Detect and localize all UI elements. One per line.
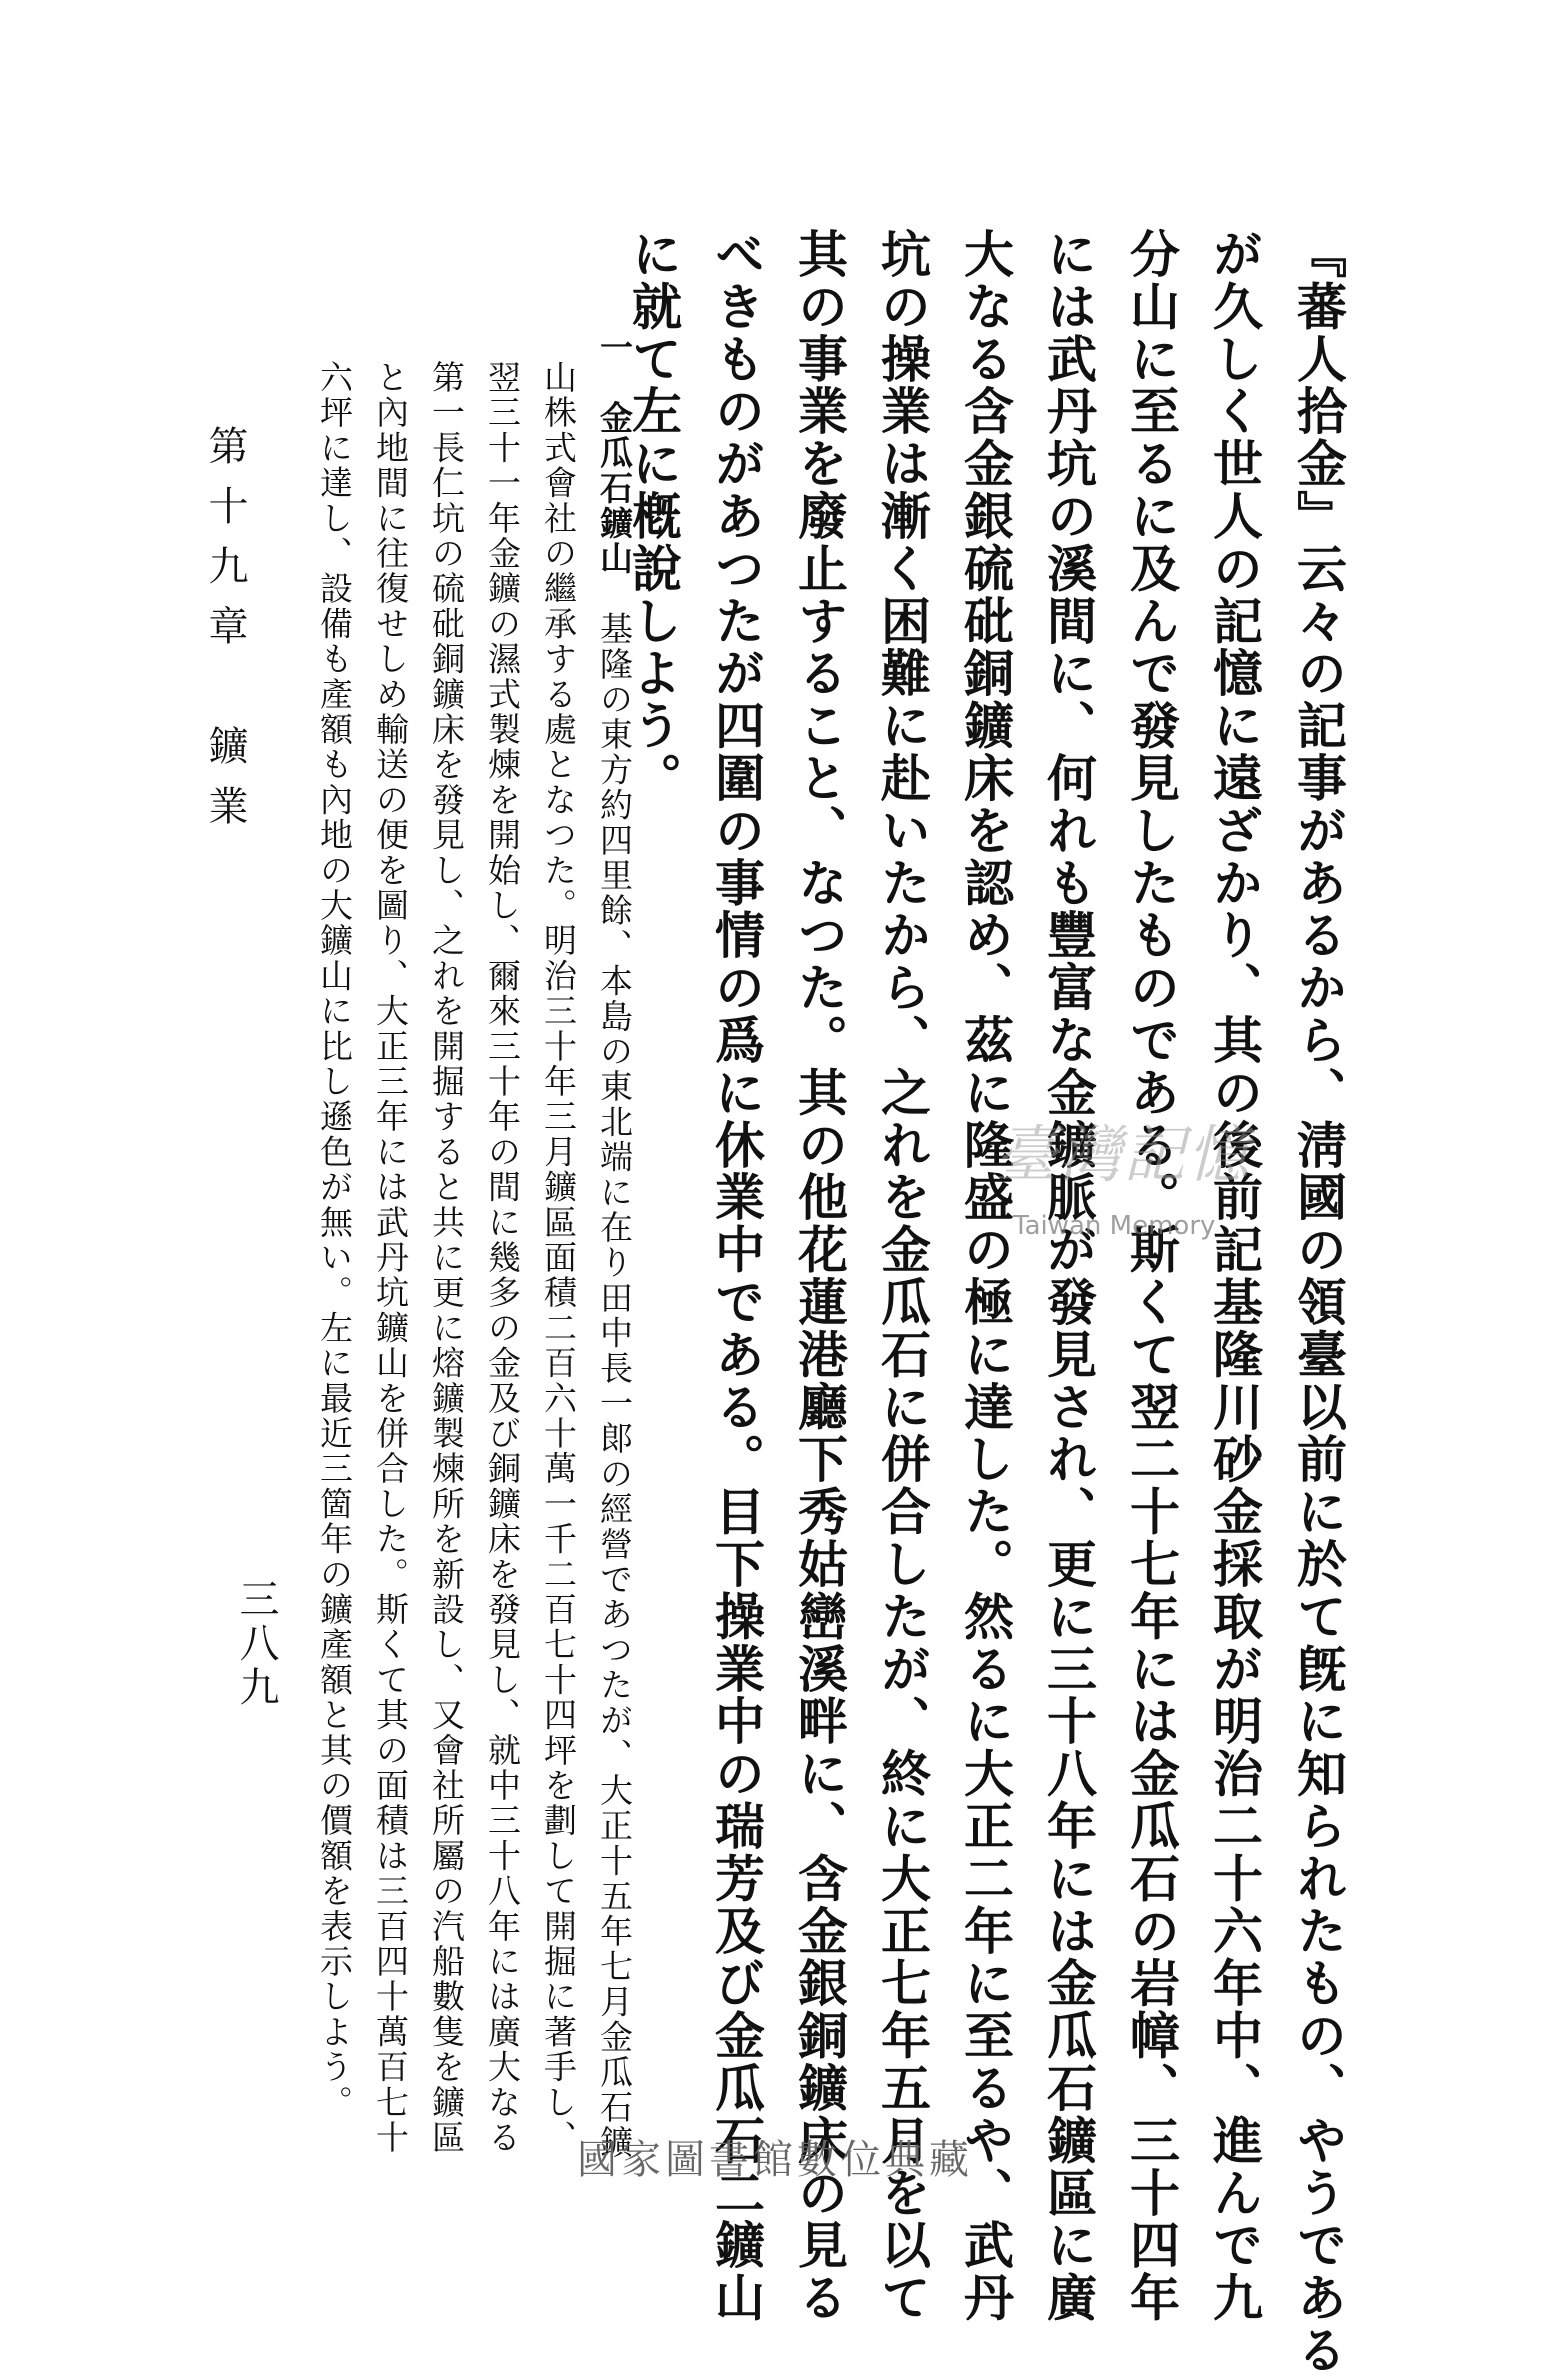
main-text-line: 其の事業を廢止すること、なつた。其の他花蓮港廳下秀姑巒溪畔に、含金銀銅鑛床の見る <box>790 228 849 2324</box>
chapter-title: 第十九章 鑛業 <box>202 425 248 845</box>
section-text-line: 第一長仁坑の硫砒銅鑛床を發見し、之れを開掘すると共に更に熔鑛製煉所を新設し、又會社所屬の汽船數隻を鑛區 <box>427 360 466 2156</box>
section-heading-line <box>595 330 634 2161</box>
section-text-line: 翌三十一年金鑛の濕式製煉を開始し、爾來三十年の間に幾多の金及び銅鑛床を發見し、就中三十八年には廣大なる <box>483 360 522 2156</box>
section-heading: 金瓜石鑛山 <box>595 400 634 577</box>
main-text-line: 分山に至るに及んで發見したものである。斯くて翌二十七年には金瓜石の岩幛、三十四年 <box>1122 228 1181 2324</box>
watermark <box>995 1105 1252 1245</box>
main-text-line: が久しく世人の記憶に遠ざかり、其の後前記基隆川砂金採取が明治二十六年中、進んで九 <box>1205 228 1264 2324</box>
main-text-line: 坑の操業は漸く困難に赴いたから、之れを金瓜石に併合したが、終に大正七年五月を以て <box>873 228 932 2324</box>
main-text-line: 『蕃人拾金』云々の記事があるから、淸國の領臺以前に於て旣に知られたもの、やうである <box>1289 228 1348 2376</box>
section-text: 基隆の東方約四里餘、本島の東北端に在り田中長一郞の經營であつたが、大正十五年七月金瓜石鑛 <box>595 611 634 2161</box>
section-text-line: 六坪に達し、設備も產額も內地の大鑛山に比し遜色が無い。左に最近三箇年の鑛產額と其の價額を表示しよう。 <box>315 360 354 2120</box>
watermark-logo-text: 臺灣記憶 <box>995 1118 1252 1191</box>
main-text-line: べきものがあつたが四圍の事情の爲に休業中である。目下操業中の瑞芳及び金瓜石二鑛山 <box>707 228 766 2324</box>
main-text-line: に就て左に槪說しよう。 <box>624 228 683 805</box>
watermark-latin-text: Taiwan Memory <box>1013 1211 1216 1241</box>
page-number: 三八九 <box>233 1578 279 1710</box>
main-text-line: 大なる含金銀硫砒銅鑛床を認め、茲に隆盛の極に達した。然るに大正二年に至るや、武丹 <box>956 228 1015 2324</box>
section-bullet: 一 <box>595 330 634 366</box>
section-text-line: と內地間に往復せしめ輸送の便を圖り、大正三年には武丹坑鑛山を併合した。斯くて其の面積は三百四十萬百七十 <box>371 360 410 2156</box>
section-text-line: 山株式會社の繼承する處となつた。明治三十年三月鑛區面積二百六十萬一千二百七十四坪を劃して開掘に著手し、 <box>539 360 578 2156</box>
footer-collection-label: 國家圖書館數位典藏 <box>577 2137 973 2183</box>
main-text-line: には武丹坑の溪間に、何れも豐富な金鑛脈が發見され、更に三十八年には金瓜石鑛區に廣 <box>1039 228 1098 2324</box>
